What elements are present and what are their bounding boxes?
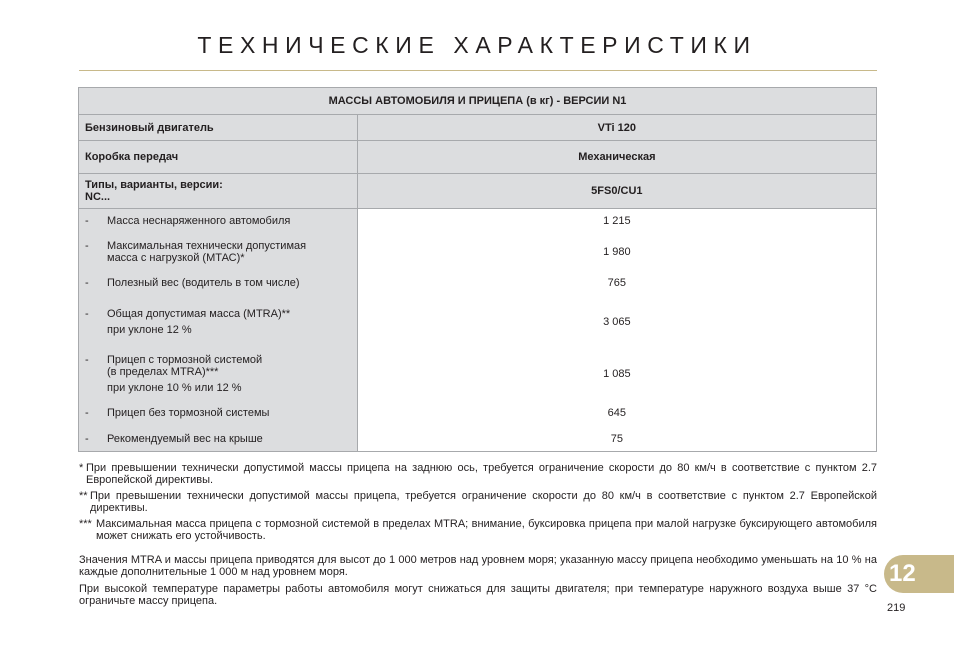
row-value: 765	[607, 277, 627, 289]
engine-row	[79, 115, 877, 141]
mass-rows	[79, 209, 877, 452]
row-value: 75	[610, 433, 623, 445]
footnote-1	[79, 462, 877, 486]
gearbox-value: Механическая	[357, 141, 876, 174]
row-label: Прицеп без тормозной системы	[107, 407, 270, 419]
gearbox-label: Коробка передач	[79, 141, 358, 174]
footnote-mark: *	[79, 462, 84, 474]
row-label-line2: масса с нагрузкой (МТАС)*	[107, 252, 245, 264]
list-item: - Максимальная технически допустимая масса с нагрузкой (МТАС)*	[79, 240, 357, 264]
row-label: Прицеп с тормозной системой	[107, 354, 263, 366]
footnotes	[79, 462, 877, 607]
types-label-line2: NC...	[85, 191, 111, 203]
row-label-line2: при уклоне 12 %	[107, 324, 192, 336]
mass-labels-cell	[79, 209, 358, 452]
table-caption: МАССЫ АВТОМОБИЛЯ И ПРИЦЕПА (в кг) - ВЕРСИИ N1	[79, 88, 877, 115]
types-row	[79, 174, 877, 209]
row-label: Общая допустимая масса (MTRA)**	[107, 308, 291, 320]
paragraph-temperature: При высокой температуре параметры работы автомобиля могут снижаться для защиты двигателя; при температуре наружного воздуха выше 37 °C ограничьте массу прицепа.	[79, 583, 877, 607]
row-label-line2: (в пределах MTRA)***	[107, 366, 219, 378]
engine-value: VTi 120	[357, 115, 876, 141]
row-value: 1 980	[603, 246, 631, 258]
row-label: Масса неснаряженного автомобиля	[107, 215, 291, 227]
chapter-tab: 12	[884, 555, 954, 593]
row-label: Рекомендуемый вес на крыше	[107, 433, 263, 445]
list-item: - Общая допустимая масса (MTRA)** при уклоне 12 %	[79, 308, 357, 336]
list-item: - Рекомендуемый вес на крыше	[85, 433, 263, 445]
row-value: 645	[607, 407, 627, 419]
list-item: - Масса неснаряженного автомобиля	[85, 215, 291, 227]
types-label	[79, 174, 358, 209]
row-label: Полезный вес (водитель в том числе)	[107, 277, 300, 289]
engine-label: Бензиновый двигатель	[79, 115, 358, 141]
title-divider	[79, 70, 877, 71]
row-label: Максимальная технически допустимая	[107, 240, 307, 252]
footnote-3	[79, 518, 877, 542]
table-caption-row	[79, 88, 877, 115]
page-title: ТЕХНИЧЕСКИЕ ХАРАКТЕРИСТИКИ	[197, 32, 757, 58]
gearbox-row	[79, 141, 877, 174]
page-number: 219	[887, 602, 906, 614]
footnote-text: Максимальная масса прицепа с тормозной системой в пределах MTRA; внимание, буксировка прицепа при малой нагрузке буксирующего автомобиля может снижать его устойчивость.	[96, 518, 877, 542]
list-item: - Прицеп с тормозной системой (в пределах MTRA)*** при уклоне 10 % или 12 %	[79, 354, 357, 394]
row-label-line3: при уклоне 10 % или 12 %	[107, 382, 242, 394]
row-value: 1 215	[603, 215, 631, 227]
row-value: 1 085	[603, 368, 631, 380]
footnote-mark: ***	[79, 518, 92, 530]
row-value: 3 065	[603, 316, 631, 328]
footnote-text: При превышении технически допустимой массы прицепа на заднюю ось, требуется ограничение скорости до 80 км/ч в соответствие с пунктом 2.7 Европейской директивы.	[86, 462, 877, 486]
types-label-line1: Типы, варианты, версии:	[85, 179, 223, 191]
footnote-mark: **	[79, 490, 88, 502]
footnote-text: При превышении технически допустимой массы прицепа, требуется ограничение скорости до 80 км/ч в соответствие с пунктом 2.7 Европейской директивы.	[90, 490, 877, 514]
list-item: - Прицеп без тормозной системы	[85, 407, 270, 419]
mass-values-cell	[357, 209, 876, 452]
mass-spec-table	[78, 87, 877, 452]
footnote-2	[79, 490, 877, 514]
types-value: 5FS0/CU1	[357, 174, 876, 209]
paragraph-mtra: Значения MTRA и массы прицепа приводятся для высот до 1 000 метров над уровнем моря; указанную массу прицепа необходимо уменьшать на 10 % на каждые дополнительные 1 000 м над уровнем моря.	[79, 554, 877, 578]
list-item: - Полезный вес (водитель в том числе)	[85, 277, 300, 289]
